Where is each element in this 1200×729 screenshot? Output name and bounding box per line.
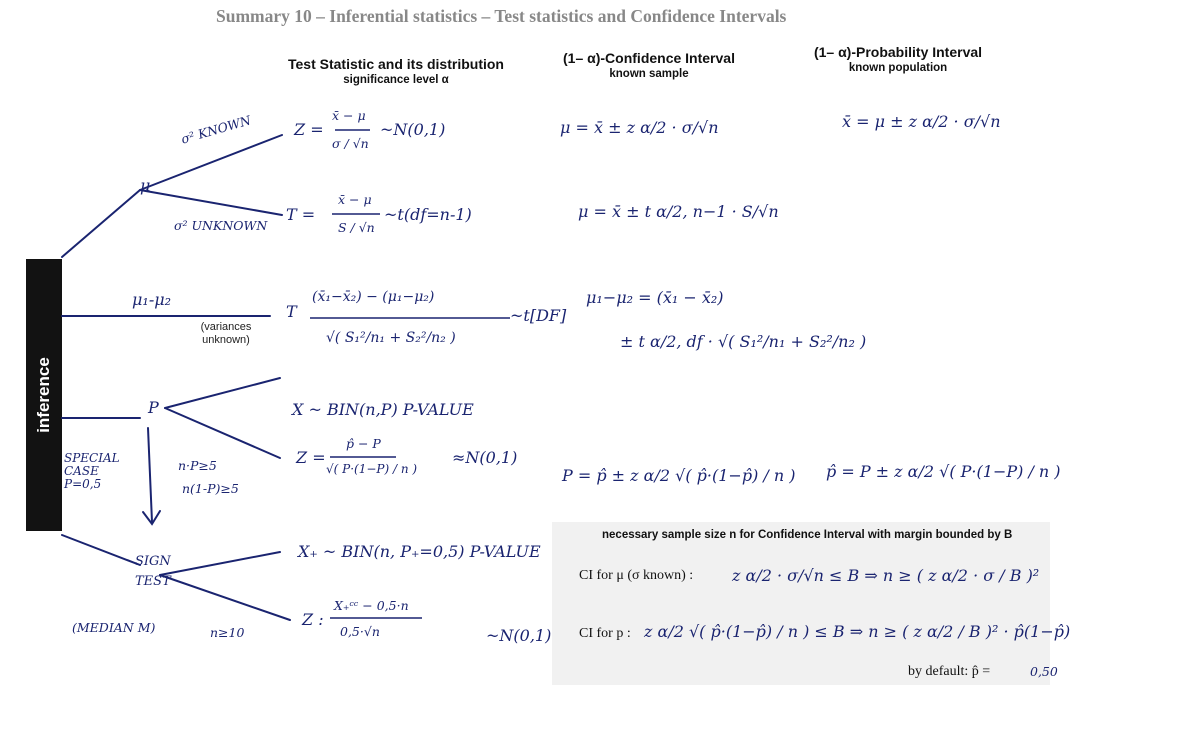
ci-mu-unknown: μ = x̄ ± t α/2, n−1 · S/√n (578, 202, 779, 221)
z-prop-denominator: √( P·(1−P) / n ) (326, 462, 418, 476)
sign-z-numerator: X₊ᶜᶜ − 0,5·n (334, 598, 409, 613)
np-condition: n·P≥5 (178, 458, 217, 473)
t-diff-numerator: (x̄₁−x̄₂) − (μ₁−μ₂) (312, 289, 435, 305)
t-test-numerator: x̄ − μ (338, 192, 372, 207)
median-label: (MEDIAN M) (72, 620, 156, 635)
ci-proportion: P = p̂ ± z α/2 √( p̂·(1−p̂) / n ) (562, 466, 796, 485)
sign-test-label: SIGN TEST (135, 554, 171, 589)
special-case-label: SPECIAL CASE P=0,5 (64, 451, 120, 491)
ci-diff-line1: μ₁−μ₂ = (x̄₁ − x̄₂) (586, 288, 724, 307)
t-diff-denominator: √( S₁²/n₁ + S₂²/n₂ ) (326, 330, 456, 346)
branch-p: P (148, 398, 159, 417)
z-test-lhs: Z = (294, 120, 324, 139)
sample-size-title: necessary sample size n for Confidence Interval with margin bounded by B (602, 529, 1013, 541)
t-test-denominator: S / √n (338, 220, 375, 235)
n-condition: n≥10 (210, 625, 245, 640)
z-test-denominator: σ / √n (332, 136, 369, 151)
ci-diff-line2: ± t α/2, df · √( S₁²/n₁ + S₂²/n₂ ) (620, 332, 867, 351)
branch-mu: μ (140, 176, 151, 195)
t-diff-distribution: ~t[DF] (510, 306, 567, 325)
sign-z-lhs: Z : (302, 610, 324, 629)
branch-mu-difference: μ₁-μ₂ (132, 290, 172, 309)
page-title: Summary 10 – Inferential statistics – Test statistics and Confidence Intervals (216, 6, 787, 26)
header-pi-title: (1– α)-Probability Interval (813, 44, 983, 60)
variances-note: (variances unknown) (200, 321, 252, 346)
sign-z-distribution: ~N(0,1) (486, 626, 552, 645)
z-test-distribution: ~N(0,1) (380, 120, 446, 139)
sign-z-denominator: 0,5·√n (340, 624, 380, 639)
ss-default-value: 0,50 (1030, 664, 1058, 679)
ss-mu-formula: z α/2 · σ/√n ≤ B ⇒ n ≥ ( z α/2 · σ / B )² (732, 566, 1040, 585)
z-prop-numerator: p̂ − P (346, 436, 381, 451)
header-test-subtitle: significance level α (343, 74, 449, 86)
branch-sigma-known: σ² KNOWN (179, 112, 253, 147)
z-prop-lhs: Z = (296, 448, 326, 467)
header-ci-title: (1– α)-Confidence Interval (563, 50, 735, 66)
n1p-condition: n(1-P)≥5 (182, 481, 239, 496)
ss-mu-label: CI for μ (σ known) : (579, 568, 694, 583)
t-diff-lhs: T (286, 302, 297, 321)
z-prop-distribution: ≈N(0,1) (452, 448, 518, 467)
ci-mu-known: μ = x̄ ± z α/2 · σ/√n (560, 118, 719, 137)
branch-sigma-unknown: σ² UNKNOWN (174, 218, 268, 233)
t-test-lhs: T = (286, 205, 316, 224)
z-test-numerator: x̄ − μ (332, 108, 366, 123)
header-pi-subtitle: known population (848, 62, 948, 74)
binomial-p-value: X ~ BIN(n,P) P-VALUE (292, 400, 474, 419)
pi-proportion: p̂ = P ± z α/2 √( P·(1−P) / n ) (826, 462, 1061, 481)
ss-default-label: by default: p̂ = (908, 664, 991, 679)
header-ci-subtitle: known sample (609, 68, 689, 80)
ss-p-label: CI for p : (579, 626, 631, 641)
inference-label: inference (34, 357, 53, 433)
t-test-distribution: ~t(df=n-1) (384, 205, 472, 224)
ss-p-formula: z α/2 √( p̂·(1−p̂) / n ) ≤ B ⇒ n ≥ ( z α/2 / B )² · p̂(1−p̂) (644, 622, 1071, 641)
pi-mu: x̄ = μ ± z α/2 · σ/√n (842, 112, 1001, 131)
sign-binomial: X₊ ~ BIN(n, P₊=0,5) P-VALUE (298, 542, 541, 561)
header-test-title: Test Statistic and its distribution (288, 56, 504, 72)
